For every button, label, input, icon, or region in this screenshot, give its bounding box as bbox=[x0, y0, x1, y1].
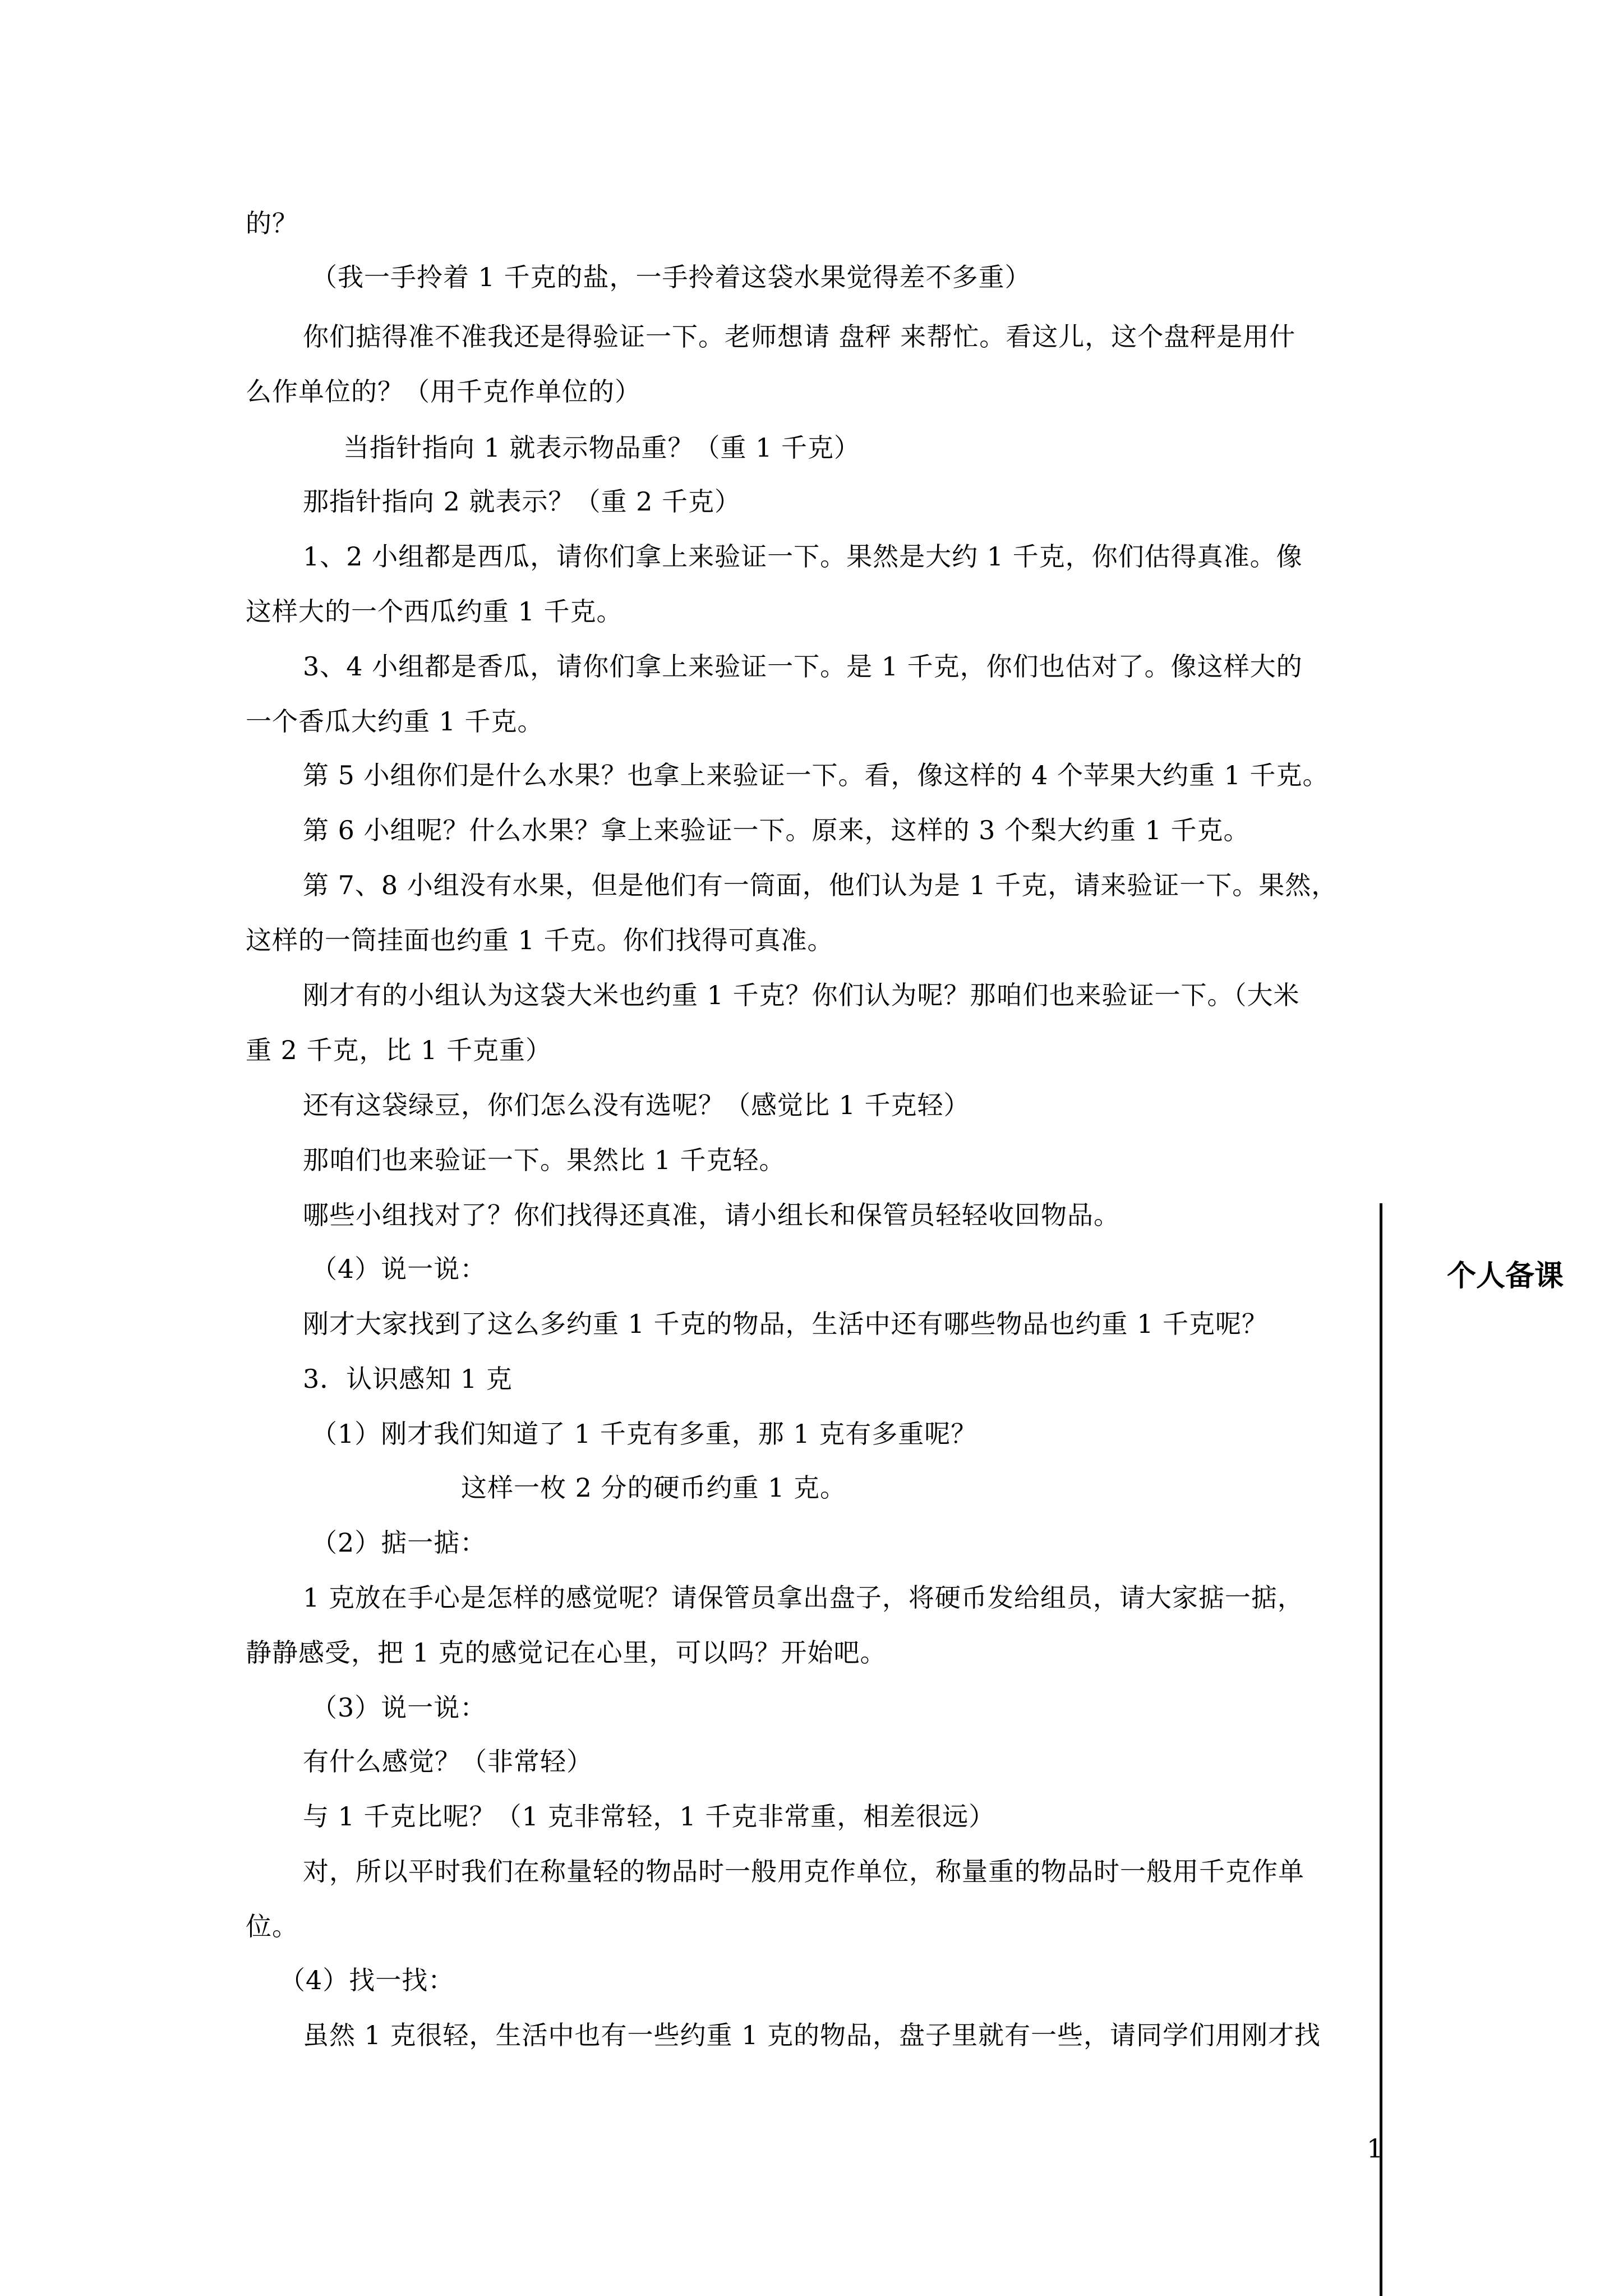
text-line: 当指针指向 1 就表示物品重？（重 1 千克） bbox=[343, 432, 861, 463]
text-line: 你们掂得准不准我还是得验证一下。老师想请 盘秤 来帮忙。看这儿，这个盘秤是用什 bbox=[303, 321, 1296, 352]
text-line: （4）找一找： bbox=[279, 1965, 455, 1995]
text-line: 的？ bbox=[246, 208, 298, 238]
text-line: 有什么感觉？（非常轻） bbox=[303, 1746, 593, 1777]
text-line: 这样的一筒挂面也约重 1 千克。你们找得可真准。 bbox=[246, 925, 834, 955]
text-line: 那指针指向 2 就表示？（重 2 千克） bbox=[303, 486, 741, 517]
text-line: （2）掂一掂： bbox=[311, 1527, 487, 1558]
text-line: 第 6 小组呢？什么水果？拿上来验证一下。原来，这样的 3 个梨大约重 1 千克。 bbox=[303, 815, 1250, 845]
text-line: 第 5 小组你们是什么水果？也拿上来验证一下。看，像这样的 4 个苹果大约重 1 千克。 bbox=[303, 760, 1329, 790]
text-line: 刚才有的小组认为这袋大米也约重 1 千克？你们认为呢？那咱们也来验证一下。（大米 bbox=[303, 980, 1300, 1010]
text-line: 第 7、8 小组没有水果，但是他们有一筒面，他们认为是 1 千克，请来验证一下。果然， bbox=[303, 870, 1338, 900]
text-line: 1 克放在手心是怎样的感觉呢？请保管员拿出盘子，将硬币发给组员，请大家掂一掂， bbox=[303, 1582, 1304, 1613]
text-line: 刚才大家找到了这么多约重 1 千克的物品，生活中还有哪些物品也约重 1 千克呢？ bbox=[303, 1309, 1269, 1339]
text-line: 3．认识感知 1 克 bbox=[303, 1364, 513, 1394]
text-line: 与 1 千克比呢？（1 克非常轻，1 千克非常重，相差很远） bbox=[303, 1801, 995, 1832]
sidebar-title: 个人备课 bbox=[1447, 1259, 1564, 1293]
text-line: 这样大的一个西瓜约重 1 千克。 bbox=[246, 596, 623, 627]
page-number: 1 bbox=[1367, 2133, 1384, 2164]
text-line: 那咱们也来验证一下。果然比 1 千克轻。 bbox=[303, 1145, 786, 1175]
text-line: 么作单位的？（用千克作单位的） bbox=[246, 376, 641, 407]
text-line: （我一手拎着 1 千克的盐，一手拎着这袋水果觉得差不多重） bbox=[311, 262, 1031, 292]
text-line: （3）说一说： bbox=[311, 1692, 487, 1723]
text-line: 静静感受，把 1 克的感觉记在心里，可以吗？开始吧。 bbox=[246, 1637, 887, 1668]
text-line: 还有这袋绿豆，你们怎么没有选呢？（感觉比 1 千克轻） bbox=[303, 1090, 970, 1120]
text-line: 位。 bbox=[246, 1911, 298, 1941]
text-line: 哪些小组找对了？你们找得还真准，请小组长和保管员轻轻收回物品。 bbox=[303, 1200, 1120, 1230]
text-line: 这样一枚 2 分的硬币约重 1 克。 bbox=[461, 1473, 847, 1503]
text-line: （1）刚才我们知道了 1 千克有多重，那 1 克有多重呢？ bbox=[311, 1419, 978, 1449]
text-line: 1、2 小组都是西瓜，请你们拿上来验证一下。果然是大约 1 千克，你们估得真准。像 bbox=[303, 541, 1303, 572]
text-line: 3、4 小组都是香瓜，请你们拿上来验证一下。是 1 千克，你们也估对了。像这样大的 bbox=[303, 651, 1303, 682]
text-line: 对，所以平时我们在称量轻的物品时一般用克作单位，称量重的物品时一般用千克作单 bbox=[303, 1856, 1304, 1887]
text-line: 一个香瓜大约重 1 千克。 bbox=[246, 706, 544, 737]
text-line: 重 2 千克，比 1 千克重） bbox=[246, 1035, 552, 1065]
text-line: （4）说一说： bbox=[311, 1254, 487, 1284]
text-line: 虽然 1 克很轻，生活中也有一些约重 1 克的物品，盘子里就有一些，请同学们用刚才找 bbox=[303, 2020, 1321, 2050]
